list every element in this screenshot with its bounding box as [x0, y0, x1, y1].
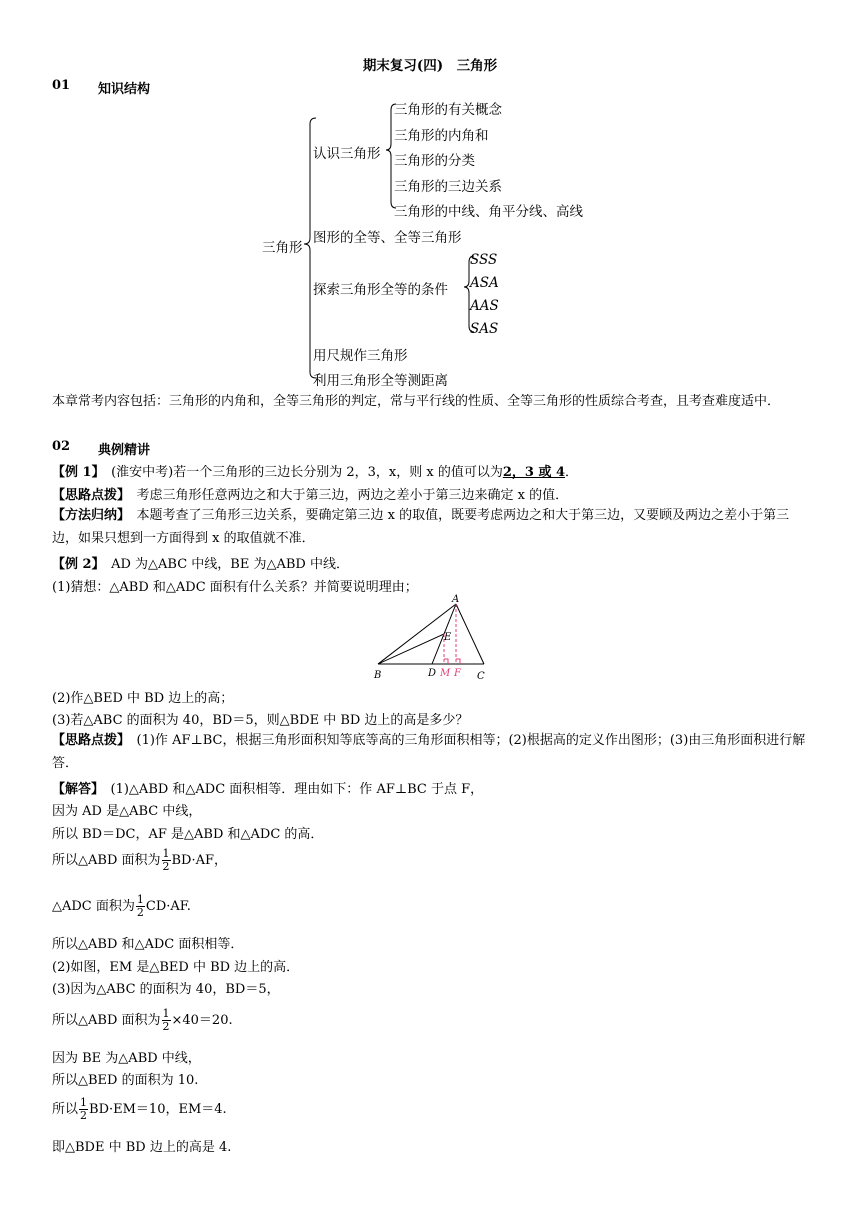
- solution-line: [52, 1097, 227, 1122]
- method-1: [52, 504, 810, 550]
- solution-line: 所以 BD＝DC，AF 是△ABD 和△ADC 的高．: [52, 827, 324, 842]
- example-1: [52, 461, 578, 480]
- method-tag: 【方法归纳】: [52, 508, 124, 523]
- example-answer: 2，3 或 4: [502, 465, 566, 480]
- solution-line: 因为 AD 是△ABC 中线，: [52, 804, 202, 819]
- example-2: [52, 553, 349, 572]
- tree-leaf: 三角形的内角和: [394, 128, 489, 144]
- solution-line: 因为 BE 为△ABD 中线，: [52, 1051, 201, 1066]
- solution-line: 所以△BED 的面积为 10.: [52, 1073, 199, 1088]
- section-heading: 典例精讲: [98, 443, 151, 458]
- fraction-half: [162, 1008, 171, 1033]
- right-angle-mark: [456, 659, 460, 664]
- section-heading: 知识结构: [98, 82, 151, 97]
- solution-line: [52, 778, 483, 797]
- fraction-numerator: 1: [162, 847, 170, 860]
- method-text: 本题考查了三角形三边关系，要确定第三边 x 的取值，既要考虑两边之和大于第三边，又要顾及两边之差小于第三边，如果只想到一方面得到 x 的取值就不准．: [52, 508, 790, 546]
- solution-text: BD·AF，: [171, 853, 228, 868]
- solution-line: [52, 894, 191, 919]
- tree-leaf: ASA: [470, 275, 499, 291]
- example-tag: 【例 2】: [52, 557, 99, 572]
- tree-leaf: 三角形的有关概念: [394, 102, 502, 118]
- solution-text: CD·AF.: [145, 899, 191, 914]
- label-c: C: [477, 671, 485, 682]
- side-ac: [456, 604, 484, 664]
- fraction-half: [162, 848, 171, 873]
- tree-leaf: 三角形的中线、角平分线、高线: [394, 204, 583, 220]
- right-angle-mark: [444, 659, 448, 664]
- solution-text: 所以: [52, 1102, 79, 1117]
- section-number: 02: [52, 439, 71, 454]
- hint-text: (1)作 AF⊥BC，根据三角形面积知等底等高的三角形面积相等；(2)根据高的定义作出图形；(3)由三角形面积进行解答．: [52, 733, 806, 771]
- tree-leaf: AAS: [470, 298, 499, 314]
- tree-leaf: SAS: [470, 321, 499, 337]
- hint-2: [52, 729, 810, 775]
- hint-tag: 【思路点拨】: [52, 488, 124, 503]
- fraction-half: [79, 1097, 88, 1122]
- fraction-half: [136, 894, 145, 919]
- fraction-numerator: 1: [80, 1096, 88, 1109]
- solution-tag: 【解答】: [52, 782, 98, 797]
- solution-text: 所以△ABD 面积为: [52, 853, 161, 868]
- hint-tag: 【思路点拨】: [52, 733, 124, 748]
- fraction-denominator: 2: [162, 1020, 170, 1033]
- label-a: A: [452, 594, 460, 605]
- solution-text: BD·EM＝10，EM＝4.: [89, 1102, 227, 1117]
- tree-branch-congruent: 图形的全等、全等三角形: [313, 230, 462, 246]
- tree-root: 三角形: [262, 240, 303, 256]
- chapter-summary: 本章常考内容包括：三角形的内角和，全等三角形的判定，常与平行线的性质、全等三角形的性质综合考查，且考查难度适中．: [52, 394, 781, 409]
- hint-text: 考虑三角形任意两边之和大于第三边，两边之差小于第三边来确定 x 的值．: [123, 488, 569, 503]
- label-b: B: [374, 670, 382, 681]
- solution-line: 即△BDE 中 BD 边上的高是 4.: [52, 1140, 232, 1155]
- question-3: (3)若△ABC 的面积为 40，BD＝5，则△BDE 中 BD 边上的高是多少？: [52, 713, 469, 728]
- tree-leaf: SSS: [470, 252, 498, 268]
- solution-line: (2)如图，EM 是△BED 中 BD 边上的高．: [52, 960, 300, 975]
- fraction-numerator: 1: [162, 1007, 170, 1020]
- example-end: ．: [565, 465, 579, 480]
- label-m: M: [440, 668, 451, 679]
- question-2: (2)作△BED 中 BD 边上的高；: [52, 691, 234, 706]
- section-number: 01: [52, 78, 71, 93]
- solution-line: 所以△ABD 和△ADC 面积相等．: [52, 937, 244, 952]
- solution-text: (1)△ABD 和△ADC 面积相等．理由如下：作 AF⊥BC 于点 F，: [97, 782, 484, 797]
- solution-line: [52, 848, 227, 873]
- fraction-numerator: 1: [136, 893, 144, 906]
- tree-branch-measure: 利用三角形全等测距离: [313, 373, 448, 389]
- label-e: E: [444, 632, 452, 643]
- solution-text: △ADC 面积为: [52, 899, 135, 914]
- label-d: D: [428, 668, 437, 679]
- label-f: F: [454, 668, 461, 679]
- question-1: (1)猜想：△ABD 和△ADC 面积有什么关系？并简要说明理由；: [52, 580, 418, 595]
- fraction-denominator: 2: [80, 1109, 88, 1122]
- solution-line: [52, 1008, 233, 1033]
- tree-branch-construct: 用尺规作三角形: [313, 348, 408, 364]
- hint-1: [52, 484, 568, 503]
- page-title: 期末复习(四) 三角形: [362, 58, 498, 74]
- fraction-denominator: 2: [136, 906, 144, 919]
- tree-leaf: 三角形的三边关系: [394, 179, 502, 195]
- solution-text: 所以△ABD 面积为: [52, 1013, 161, 1028]
- solution-text: ×40＝20.: [171, 1013, 233, 1028]
- example-text: AD 为△ABC 中线，BE 为△ABD 中线．: [98, 557, 349, 572]
- fraction-denominator: 2: [162, 860, 170, 873]
- tree-leaf: 三角形的分类: [394, 153, 475, 169]
- example-tag: 【例 1】: [52, 465, 99, 480]
- tree-branch-recognize: 认识三角形: [313, 146, 381, 162]
- solution-line: (3)因为△ABC 的面积为 40，BD＝5，: [52, 982, 280, 997]
- tree-branch-conditions: 探索三角形全等的条件: [313, 282, 448, 298]
- example-text: (淮安中考)若一个三角形的三边长分别为 2，3，x，则 x 的值可以为: [98, 465, 503, 480]
- triangle-figure: [370, 592, 495, 684]
